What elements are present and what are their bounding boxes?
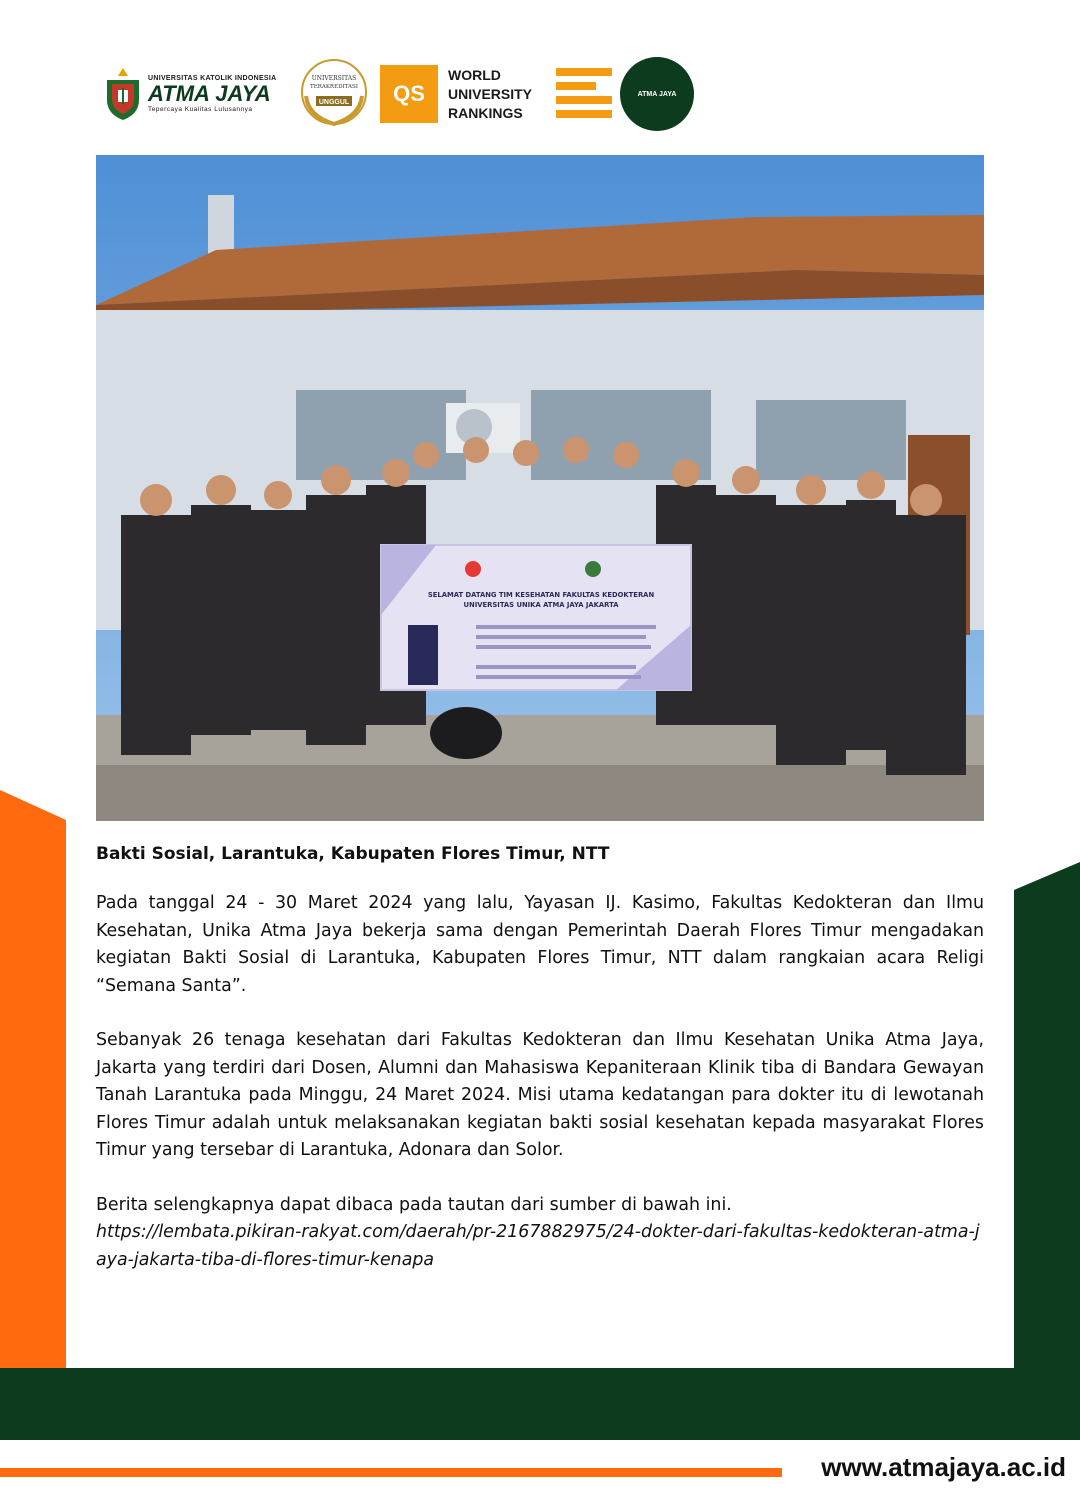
accreditation-badge-label: UNGGUL <box>318 99 350 106</box>
accreditation-badge <box>296 56 372 132</box>
article <box>96 844 984 1274</box>
footer-website[interactable]: www.atmajaya.ac.id <box>821 1452 1066 1482</box>
university-small-text: UNIVERSITAS KATOLIK INDONESIA <box>148 75 277 82</box>
group-photo <box>96 155 984 821</box>
atma-jaya-logo <box>104 66 284 122</box>
accreditation-mid: TERAKREDITASI <box>310 84 358 90</box>
header-logos <box>104 56 694 132</box>
banner-line-1: SELAMAT DATANG TIM KESEHATAN FAKULTAS KEDOKTERAN <box>427 591 655 599</box>
qs-line-2: UNIVERSITY <box>448 85 533 102</box>
qs-line-3: RANKINGS <box>448 104 523 121</box>
qs-box: QS <box>380 65 438 123</box>
circle-logo-text: ATMA JAYA <box>637 90 677 98</box>
article-paragraph-2: Sebanyak 26 tenaga kesehatan dari Fakultas Kedokteran dan Ilmu Kesehatan Unika Atma Jaya, Jakarta yang terdiri dari Dosen, Alumni dan Mahasiswa Kepaniteraan Klinik tiba di Bandara Gewayan Tanah Larantuka pada Minggu, 24 Maret 2024. Misi utama kedatangan para dokter itu di lewotanah Flores Timur adalah untuk melaksanakan kegiatan bakti sosial kesehatan kepada masyarakat Flores Timur yang tersebar di Larantuka, Adonara dan Solor. <box>96 1030 984 1160</box>
article-paragraph-1: Pada tanggal 24 - 30 Maret 2024 yang lalu, Yayasan IJ. Kasimo, Fakultas Kedokteran dan Ilmu Kesehatan, Unika Atma Jaya bekerja sama dengan Pemerintah Daerah Flores Timur mengadakan kegiatan Bakti Sosial di Larantuka, Kabupaten Flores Timur, NTT dalam rangkaian acara Religi “Semana Santa”. <box>96 893 984 996</box>
accreditation-top: UNIVERSITAS <box>311 75 357 82</box>
qs-line-1: WORLD <box>448 66 501 83</box>
faculty-circle-logo <box>620 57 694 131</box>
source-link[interactable]: https://lembata.pikiran-rakyat.com/daerah/pr-2167882975/24-dokter-dari-fakultas-kedokteran-atma-jaya-jakarta-tiba-di-flores-timur-kenapa <box>96 1222 980 1270</box>
university-name: ATMA JAYA <box>148 81 271 106</box>
footer-orange-bar <box>0 1468 782 1477</box>
banner-line-2: UNIVERSITAS UNIKA ATMA JAYA JAKARTA <box>463 601 619 609</box>
university-tagline: Tepercaya Kualitas Lulusannya <box>148 106 253 113</box>
qs-rankings-logo <box>380 61 606 127</box>
qs-bars-icon <box>556 68 616 124</box>
article-paragraph-3: Berita selengkapnya dapat dibaca pada tautan dari sumber di bawah ini. <box>96 1194 732 1215</box>
atma-jaya-crest-icon <box>104 66 142 122</box>
article-heading: Bakti Sosial, Larantuka, Kabupaten Flores Timur, NTT <box>96 844 610 864</box>
